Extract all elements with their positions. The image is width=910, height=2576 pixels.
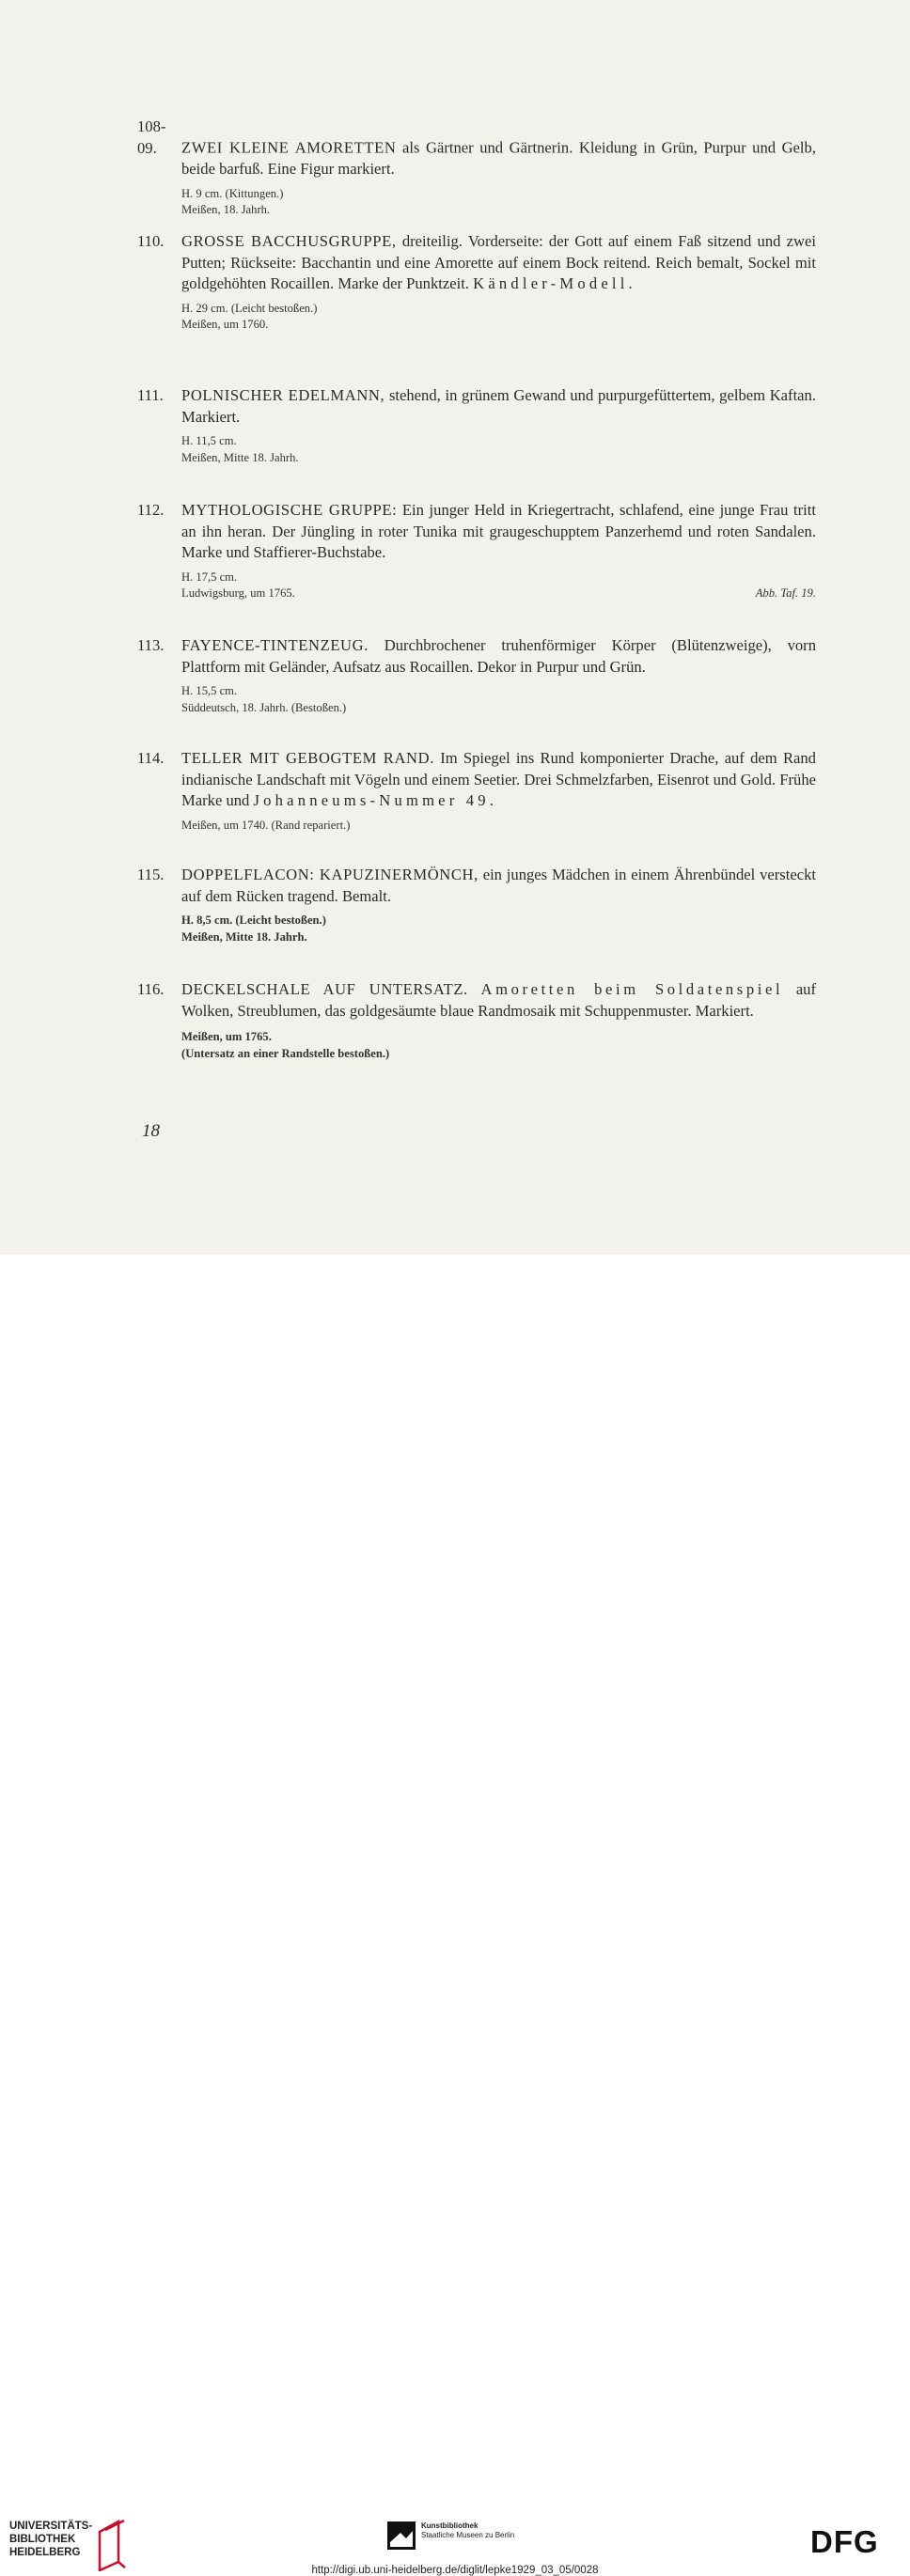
entry-text: Ein junger Held in Kriegertracht, schlafend, eine junge Frau tritt an ihn heran. Der Jüngling in roter Tunika mit graugeschupptem Panzerhemd und roten Sandalen. Marke und Staffierer-Buchstabe. (181, 501, 816, 561)
entry-description (137, 865, 816, 907)
footer-bar (0, 1255, 910, 2576)
entry-spaced-text: Johanneums-Nummer 49. (253, 791, 498, 809)
entry-text: stehend, in grünem Gewand und purpurgefüttertem, gelbem Kaftan. Markiert. (181, 386, 816, 426)
entry-text: ein junges Mädchen in einem Ährenbündel versteckt auf dem Rücken tragend. Bemalt. (181, 866, 816, 905)
entry-title: TELLER MIT GEBOGTEM RAND. (181, 749, 434, 767)
entry-meta-line: H. 29 cm. (Leicht bestoßen.) (181, 301, 318, 315)
entry-number: 116. (137, 980, 165, 998)
entry-meta-line: H. 11,5 cm. (181, 434, 237, 447)
catalog-entry-111 (137, 385, 816, 466)
entry-meta-line: (Untersatz an einer Randstelle bestoßen.) (181, 1046, 390, 1060)
kunstbibliothek-logo-icon (387, 2521, 416, 2550)
entry-number: 113. (137, 636, 165, 654)
entry-meta (137, 818, 816, 835)
entry-meta-line: Meißen, Mitte 18. Jahrh. (181, 450, 299, 464)
ub-heidelberg-logo (9, 2520, 92, 2559)
entry-meta-location: Ludwigsburg, um 1765. (181, 586, 295, 600)
catalog-entry-108-09 (137, 117, 816, 219)
ub-mark-icon (96, 2519, 128, 2571)
entry-number: 108-09. (137, 117, 166, 157)
entry-meta-line: H. 15,5 cm. (181, 684, 238, 697)
dfg-logo: DFG (810, 2524, 879, 2559)
entry-meta-line: Meißen, um 1760. (181, 318, 269, 331)
entry-meta (137, 570, 816, 602)
entry-meta (137, 186, 816, 219)
entry-meta-line: Meißen, 18. Jahrh. (181, 203, 271, 216)
entry-title: DOPPELFLACON: KAPUZINERMÖNCH, (181, 866, 479, 883)
entry-title: ZWEI KLEINE AMORETTEN (181, 138, 397, 157)
entry-meta (137, 683, 816, 716)
ub-logo-line: BIBLIOTHEK (9, 2534, 76, 2545)
scanned-page (0, 0, 910, 1255)
entry-title: DECKELSCHALE AUF UNTERSATZ. (181, 980, 468, 998)
entry-description (137, 979, 816, 1022)
entry-meta-line: Meißen, um 1765. (181, 1030, 272, 1043)
entry-text: als Gärtner und Gärtnerin. Kleidung in Grün, Purpur und Gelb, beide barfuß. Eine Figur markiert. (181, 138, 816, 178)
ub-logo-line: UNIVERSITÄTS- (9, 2521, 93, 2532)
entry-number: 111. (137, 386, 164, 404)
entry-meta (137, 301, 816, 334)
entry-number: 110. (137, 232, 165, 250)
entry-description (137, 385, 816, 428)
entry-title: POLNISCHER EDELMANN, (181, 386, 385, 404)
entry-number: 112. (137, 501, 165, 519)
plate-reference: Abb. Taf. 19. (755, 586, 816, 600)
entry-title: MYTHOLOGISCHE GRUPPE: (181, 501, 398, 519)
entry-description (137, 500, 816, 564)
entry-meta-line: Meißen, Mitte 18. Jahrh. (181, 929, 307, 944)
entry-meta-line: H. 8,5 cm. (Leicht bestoßen.) (181, 913, 326, 927)
catalog-entry-114 (137, 748, 816, 834)
entry-number: 115. (137, 866, 165, 883)
entry-text: Durchbrochener truhenförmiger Körper (Blütenzweige), vorn Plattform mit Geländer, Aufsatz aus Rocaillen. Dekor in Purpur und Grün. (181, 636, 817, 676)
entry-meta-line: Meißen, um 1740. (Rand repariert.) (181, 818, 351, 832)
catalog-entry-112 (137, 500, 816, 602)
catalog-entry-110 (137, 231, 816, 334)
entry-text: dreiteilig. Vorderseite: der Gott auf einem Faß sitzend und zwei Putten; Rückseite: Bacchantin und eine Amorette auf einem Bock reitend. Reich bemalt, Sockel mit goldgehöhten Rocaillen. Marke der Punktzeit. (181, 232, 816, 292)
entry-meta (137, 433, 816, 466)
entry-meta (137, 1029, 816, 1062)
entry-meta (137, 913, 816, 945)
entry-spaced-text: Kändler-Modell. (473, 274, 636, 292)
entry-text: Im Spiegel ins Rund komponierter Drache, auf dem Rand indianische Landschaft mit Vögeln und einem Seetier. Drei Schmelzfarben, Eisenrot und Gold. Frühe Marke und (181, 749, 816, 809)
catalog-entry-116 (137, 979, 816, 1062)
catalog-entry-115 (137, 865, 816, 945)
entry-description (137, 635, 816, 678)
permalink-url[interactable]: http://digi.ub.uni-heidelberg.de/diglit/lepke1929_03_05/0028 (311, 2565, 599, 2576)
catalog-entry-113 (137, 635, 816, 716)
entry-number: 114. (137, 749, 165, 767)
kunstbibliothek-title: Kunstbibliothek (421, 2521, 479, 2530)
entry-meta-line: Süddeutsch, 18. Jahrh. (Bestoßen.) (181, 700, 347, 714)
page-number: 18 (142, 1121, 160, 1141)
entry-spaced-text: Amoretten beim Soldatenspiel (480, 980, 784, 998)
entry-meta-line: H. 9 cm. (Kittungen.) (181, 186, 284, 200)
entry-meta-line (181, 585, 816, 602)
entry-title: FAYENCE-TINTENZEUG. (181, 636, 369, 654)
entry-description (137, 748, 816, 812)
entry-meta-line: H. 17,5 cm. (181, 570, 238, 584)
kunstbibliothek-text (421, 2521, 514, 2540)
entry-description (137, 117, 816, 180)
ub-logo-line: HEIDELBERG (9, 2547, 81, 2558)
entry-text: auf Wolken, Streublumen, das goldgesäumte blaue Randmosaik mit Schuppenmuster. Markiert. (181, 980, 817, 1020)
entry-description (137, 231, 816, 295)
kunstbibliothek-subtitle: Staatliche Museen zu Berlin (421, 2531, 515, 2539)
entry-title: GROSSE BACCHUSGRUPPE, (181, 232, 397, 250)
